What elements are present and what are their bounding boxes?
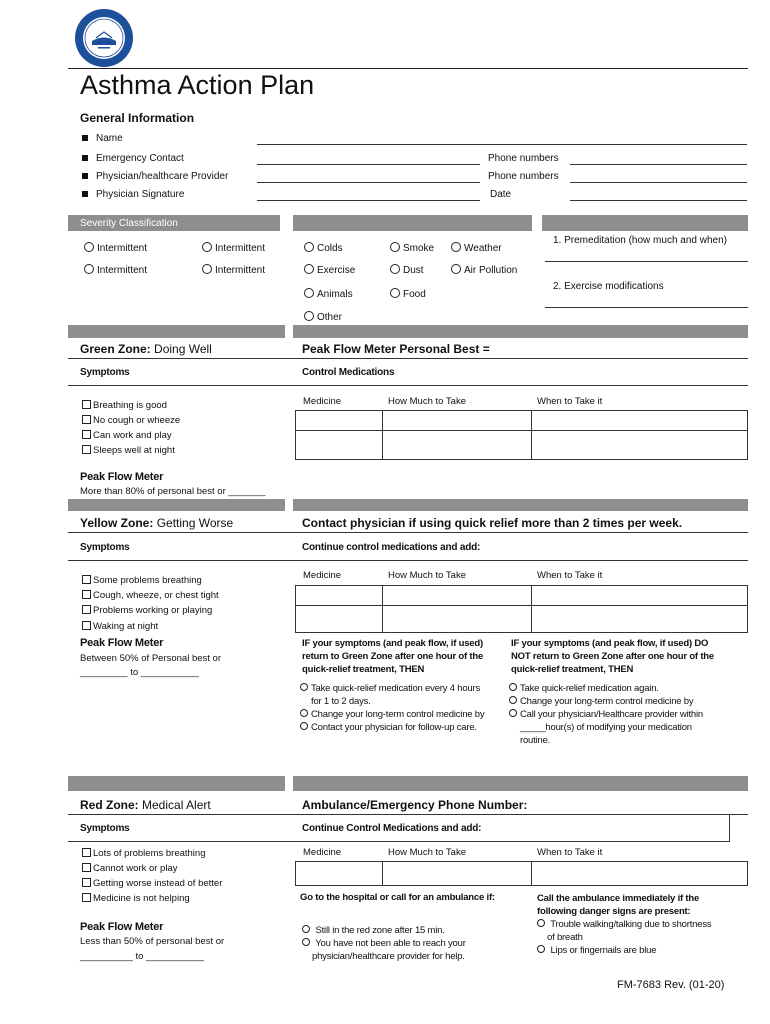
yellow-left-action-3: Contact your physician for follow-up care. [300,721,484,734]
red-left-conditions [302,924,466,963]
yellow-how-much-header: How Much to Take [388,570,466,581]
name-field-line[interactable] [257,144,747,145]
red-medicine-header: Medicine [303,847,342,858]
green-symptom-1[interactable]: Breathing is good [82,400,167,411]
red-left-condition-1: Still in the red zone after 15 min. [302,924,466,937]
yellow-peak-flow-label: Peak Flow Meter [80,637,164,649]
yellow-right-action-3: Call your physician/Healthcare provider within [509,708,703,721]
severity-heading: Severity Classification [80,218,178,229]
red-when-header: When to Take it [537,847,603,858]
red-call-ambulance: Call the ambulance immediately if the following danger signs are present: [537,893,700,917]
yellow-if-left: IF your symptoms (and peak flow, if used) return to Green Zone after one hour of the quick-relief treatment, THEN [302,638,484,675]
severity-white-gap-2 [532,215,542,231]
red-title-underline [68,814,748,815]
yellow-right-actions [509,682,703,747]
yellow-medication-table[interactable] [295,585,748,633]
trigger-weather[interactable]: Weather [451,242,502,254]
red-peak-flow-text-1: Less than 50% of personal best or [80,936,225,947]
yellow-right-action-3b: _____hour(s) of modifying your medication [520,722,692,733]
yellow-bar-gap [285,499,293,511]
severity-option-4[interactable]: Intermittent [202,264,265,276]
phone-line-2[interactable] [570,182,747,183]
yellow-medicine-header: Medicine [303,570,342,581]
yellow-right-action-2: Change your long-term control medicine by [509,695,703,708]
exercise-mod-label: 2. Exercise modifications [553,281,664,292]
premedication-label: 1. Premeditation (how much and when) [553,235,727,246]
yellow-left-action-2: Change your long-term control medicine by [300,708,484,721]
red-how-much-header: How Much to Take [388,847,466,858]
yellow-if-right: IF your symptoms (and peak flow, if used) DO NOT return to Green Zone after one hour of the quick-relief treatment, THEN [511,638,714,675]
red-peak-flow-text-2: __________ to ___________ [80,951,205,962]
red-symptom-4[interactable]: Medicine is not helping [82,893,190,904]
red-danger-sign-1: Trouble walking/talking due to shortness [537,918,711,931]
yellow-title-underline [68,532,748,533]
red-goto-hospital: Go to the hospital or call for an ambulance if: [300,892,495,903]
trigger-exercise[interactable]: Exercise [304,264,355,276]
yellow-peak-flow-text-1: Between 50% of Personal best or [80,653,222,664]
red-symptoms-label: Symptoms [80,823,130,834]
green-symptoms-label: Symptoms [80,367,130,378]
green-when-header: When to Take it [537,396,603,407]
yellow-continue-label: Continue control medications and add: [302,542,481,553]
green-how-much-header: How Much to Take [388,396,466,407]
red-left-condition-2: You have not been able to reach your [302,937,466,950]
yellow-left-action-1b: for 1 to 2 days. [311,696,371,707]
trigger-food[interactable]: Food [390,288,426,300]
red-ambulance-title: Ambulance/Emergency Phone Number: [302,798,528,812]
top-rule [68,68,748,69]
red-peak-flow-label: Peak Flow Meter [80,921,164,933]
red-symptom-1[interactable]: Lots of problems breathing [82,848,205,859]
red-bar-gap [285,776,293,791]
trigger-smoke[interactable]: Smoke [390,242,434,254]
yellow-left-actions [300,682,484,734]
yellow-symptom-3[interactable]: Problems working or playing [82,605,212,616]
trigger-other[interactable]: Other [304,311,342,323]
green-medicine-header: Medicine [303,396,342,407]
form-number-footer: FM-7683 Rev. (01-20) [617,979,725,991]
yellow-symptoms-label: Symptoms [80,542,130,553]
yellow-zone-title: Yellow Zone: Getting Worse [80,516,234,530]
trigger-dust[interactable]: Dust [390,264,424,276]
severity-option-1[interactable]: Intermittent [84,242,147,254]
red-danger-sign-1b: of breath [547,932,583,943]
yellow-right-action-3c: routine. [520,735,551,746]
green-bar-gap [285,325,293,338]
emergency-contact-line[interactable] [257,164,480,165]
yellow-when-header: When to Take it [537,570,603,581]
provider-line[interactable] [257,182,480,183]
green-peak-flow-text: More than 80% of personal best or _______ [80,486,266,497]
yellow-symptom-4[interactable]: Waking at night [82,621,158,632]
red-danger-signs [537,918,711,957]
yellow-contact-physician-title: Contact physician if using quick relief more than 2 times per week. [302,516,683,530]
yellow-symptom-2[interactable]: Cough, wheeze, or chest tight [82,590,219,601]
severity-white-gap-1 [280,215,293,231]
yellow-right-action-1: Take quick-relief medication again. [509,682,703,695]
exercise-mod-line[interactable] [545,307,748,308]
date-label: Date [490,189,512,200]
green-peak-flow-title: Peak Flow Meter Personal Best = [302,342,490,356]
name-field-label: Name [82,133,123,144]
yellow-symptom-1[interactable]: Some problems breathing [82,575,202,586]
trigger-colds[interactable]: Colds [304,242,343,254]
trigger-air-pollution[interactable]: Air Pollution [451,264,517,276]
yellow-zone-bar [68,499,748,511]
red-symptom-2[interactable]: Cannot work or play [82,863,177,874]
yellow-peak-flow-text-2: _________ to ___________ [80,667,199,678]
red-zone-title: Red Zone: Medical Alert [80,798,211,812]
severity-option-3[interactable]: Intermittent [84,264,147,276]
red-sub-right-edge [729,814,730,841]
red-medication-table[interactable] [295,861,748,886]
general-info-heading: General Information [80,111,195,125]
green-control-meds-label: Control Medications [302,367,395,378]
page-title: Asthma Action Plan [80,70,315,100]
green-peak-flow-label: Peak Flow Meter [80,471,164,483]
phone-numbers-label-2: Phone numbers [488,171,559,182]
green-zone-bar [68,325,748,338]
emergency-contact-label: Emergency Contact [82,153,184,164]
date-line[interactable] [570,200,747,201]
green-title-underline [68,358,748,359]
red-danger-sign-2: Lips or fingernails are blue [537,944,711,957]
signature-line[interactable] [257,200,480,201]
school-seal-logo [74,8,134,68]
premed-line[interactable] [545,261,748,262]
severity-option-2[interactable]: Intermittent [202,242,265,254]
green-symptom-3[interactable]: Can work and play [82,430,172,441]
phone-numbers-label-1: Phone numbers [488,153,559,164]
red-symptom-3[interactable]: Getting worse instead of better [82,878,222,889]
trigger-animals[interactable]: Animals [304,288,353,300]
yellow-left-action-1: Take quick-relief medication every 4 hours [300,682,484,695]
red-zone-bar [68,776,748,791]
provider-label: Physician/healthcare Provider [82,171,228,182]
green-symptom-2[interactable]: No cough or wheeze [82,415,180,426]
green-symptom-4[interactable]: Sleeps well at night [82,445,175,456]
green-zone-title: Green Zone: Doing Well [80,342,212,356]
phone-line-1[interactable] [570,164,747,165]
yellow-sub-underline [68,560,748,561]
signature-label: Physician Signature [82,189,184,200]
red-continue-label: Continue Control Medications and add: [302,823,482,834]
red-left-condition-2b: physician/healthcare provider for help. [312,951,465,962]
red-sub-underline [68,841,730,842]
green-sub-underline [68,385,748,386]
green-medication-table[interactable] [295,410,748,460]
